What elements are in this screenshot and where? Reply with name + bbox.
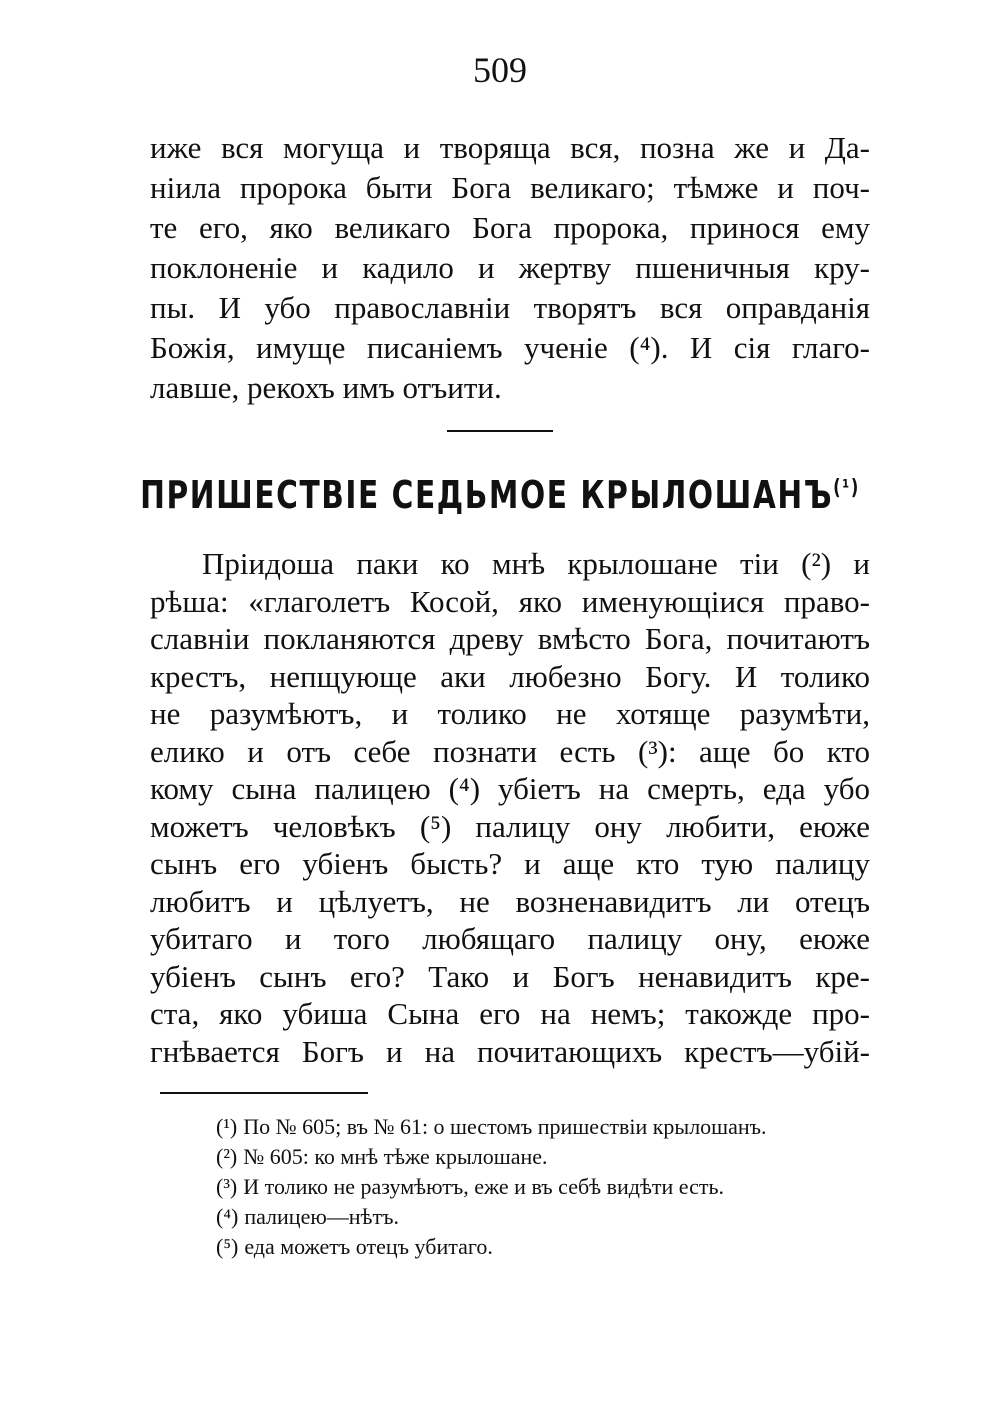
text-line: елико и отъ себе познати есть (³): аще бо кто bbox=[150, 733, 870, 769]
text-line: ста, яко убиша Сына его на немъ; такожде про- bbox=[150, 996, 870, 1031]
section-divider bbox=[447, 430, 553, 432]
paragraph-continued bbox=[150, 128, 870, 408]
footnote-mark: (⁴) bbox=[216, 1204, 239, 1229]
text-line: поклоненіе и кадило и жертву пшеничныя кру- bbox=[150, 250, 870, 285]
text-line: иже вся могуща и творяща вся, позна же и Да- bbox=[150, 130, 870, 165]
footnote bbox=[216, 1202, 896, 1232]
text-line: кому сына палицею (⁴) убіетъ на смерть, еда убо bbox=[150, 771, 870, 806]
text-line: можетъ человѣкъ (⁵) палицу ону любити, еюже bbox=[150, 808, 870, 844]
footnote-mark: (⁵) bbox=[216, 1234, 239, 1259]
paragraph-main bbox=[150, 545, 870, 1070]
text-line: те его, яко великаго Бога пророка, принося ему bbox=[150, 210, 870, 245]
footnote-text: еда можетъ отецъ убитаго. bbox=[244, 1234, 493, 1259]
section-heading bbox=[110, 470, 890, 520]
text-line: убіенъ сынъ его? Тако и Богъ ненавидитъ кре- bbox=[150, 958, 870, 994]
footnotes bbox=[216, 1112, 896, 1262]
text-line: гнѣвается Богъ и на почитающихъ крестъ—убій- bbox=[150, 1033, 870, 1069]
text-line: лавше, рекохъ имъ отъити. bbox=[150, 370, 502, 405]
text-line: сынъ его убіенъ бысть? и аще кто тую палицу bbox=[150, 846, 870, 881]
text-line: пы. И убо православніи творятъ вся оправданія bbox=[150, 290, 870, 325]
footnote-mark: (¹) bbox=[216, 1114, 238, 1139]
footnote bbox=[216, 1172, 896, 1202]
footnote bbox=[216, 1142, 896, 1172]
footnote-divider bbox=[160, 1092, 368, 1094]
text-line: Пріидоша паки ко мнѣ крылошане тіи (²) и bbox=[202, 546, 870, 581]
text-line: убитаго и того любящаго палицу ону, еюже bbox=[150, 921, 870, 956]
footnote-mark: (³) bbox=[216, 1174, 238, 1199]
footnote bbox=[216, 1112, 896, 1142]
footnote bbox=[216, 1232, 896, 1262]
text-line: не разумѣютъ, и толико не хотяще разумѣти, bbox=[150, 696, 870, 731]
heading-footnote-mark: (¹) bbox=[833, 475, 860, 500]
footnote-mark: (²) bbox=[216, 1144, 238, 1169]
text-line: рѣша: «глаголетъ Косой, яко именующіися право- bbox=[150, 583, 870, 619]
footnote-text: По № 605; въ № 61: о шестомъ пришествіи крылошанъ. bbox=[243, 1114, 767, 1139]
text-line: Божія, имуще писаніемъ ученіе (⁴). И сія глаго- bbox=[150, 330, 870, 365]
text-line: ніила пророка быти Бога великаго; тѣмже и поч- bbox=[150, 170, 870, 205]
footnote-text: И толико не разумѣютъ, еже и въ себѣ видѣти есть. bbox=[243, 1174, 725, 1199]
page-number: 509 bbox=[473, 50, 527, 90]
text-line: славніи покланяются древу вмѣсто Бога, почитаютъ bbox=[150, 621, 870, 656]
footnote-text: палицею—нѣтъ. bbox=[244, 1204, 399, 1229]
footnote-text: № 605: ко мнѣ тѣже крылошане. bbox=[243, 1144, 548, 1169]
text-line: любитъ и цѣлуетъ, не возненавидитъ ли отецъ bbox=[150, 883, 870, 919]
text-line: крестъ, непщующе аки любезно Богу. И толико bbox=[150, 658, 870, 694]
heading-text: ПРИШЕСТВІЕ СЕДЬМОЕ КРЫЛОШАНЪ bbox=[140, 473, 834, 517]
